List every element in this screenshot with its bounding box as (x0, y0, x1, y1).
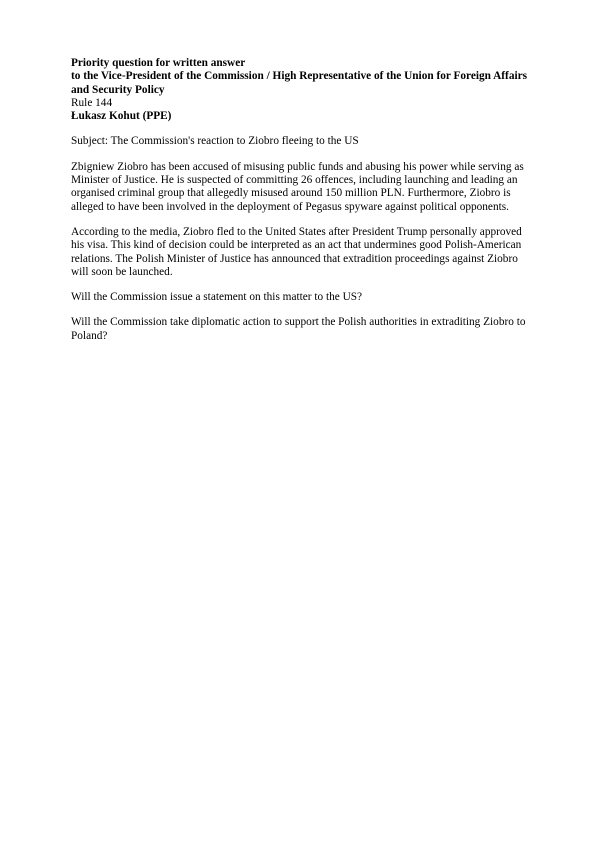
question-type: Priority question for written answer (71, 57, 246, 69)
rule-reference: Rule 144 (71, 96, 113, 109)
author-name: Łukasz Kohut (PPE) (71, 110, 172, 123)
question-diplomatic-action: Will the Commission take diplomatic action to support the Polish authorities in extraditing Ziobro to Poland? (71, 316, 526, 342)
question-statement: Will the Commission issue a statement on this matter to the US? (71, 291, 363, 304)
addressee: to the Vice-President of the Commission / High Representative of the Union for Foreign Affairs and Security Policy (71, 70, 528, 96)
document-body (71, 57, 531, 343)
paragraph-media-report: According to the media, Ziobro fled to the United States after President Trump personally approved his visa. This kind of decision could be interpreted as an act that undermines good Polish-American relations. The Polish Minister of Justice has announced that extradition proceedings against Ziobro will soon be launched. (71, 225, 522, 278)
subject-line: Subject: The Commission's reaction to Ziobro fleeing to the US (71, 135, 359, 148)
paragraph-accusations: Zbigniew Ziobro has been accused of misusing public funds and abusing his power while serving as Minister of Justice. He is suspected of committing 26 offences, including launching and leading an organised criminal group that allegedly misused around 150 million PLN. Furthermore, Ziobro is alleged to have been involved in the deployment of Pegasus spyware against political opponents. (71, 160, 524, 213)
